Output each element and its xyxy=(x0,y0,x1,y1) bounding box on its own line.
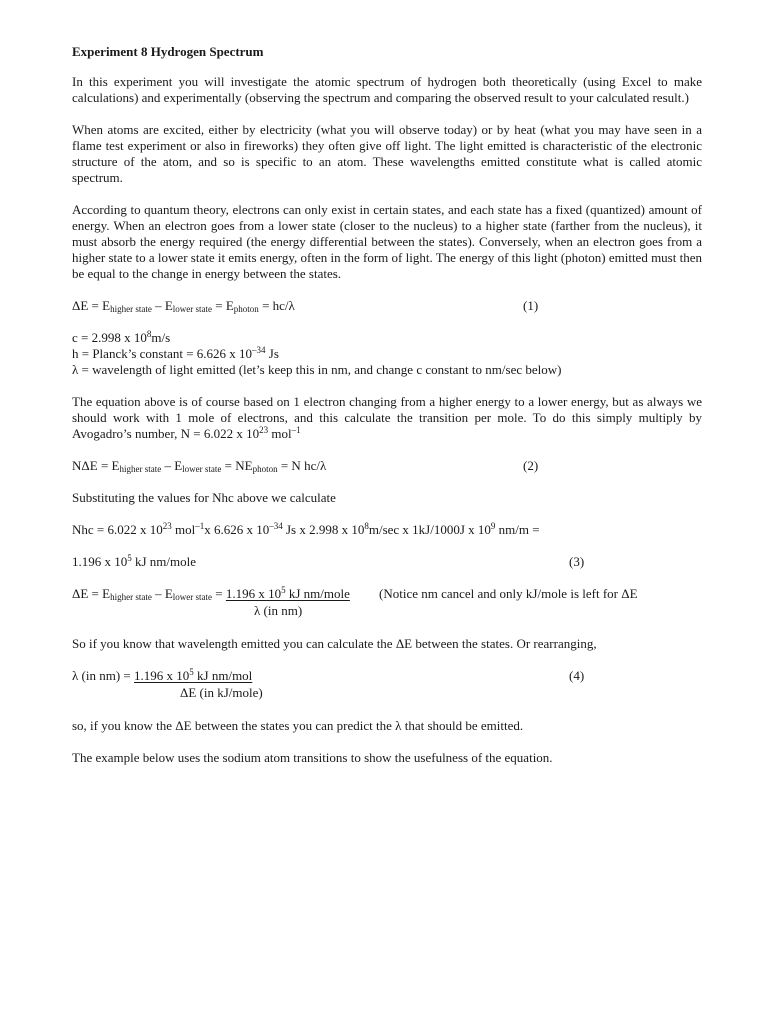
prediction-paragraph: so, if you know the ΔE between the states you can predict the λ that should be emitted. xyxy=(72,718,524,733)
constants-list xyxy=(72,330,702,378)
nhc-calculation: Nhc = 6.022 x $10^{23}$ mol$^{-1}$x 6.626 x $10^{-34}$ Js x 2.998 x $10^8m/\sec$ x 1kJ/1000J x $10^9$ nm/m = xyxy=(72,521,540,537)
equation-3: 1.196 x $10^5$ kJ nm/mole (3) xyxy=(72,553,585,569)
equation-2: $N\Delta E = E_{higher state} - E_{lower state} = NE_{photon} = N$ hc/λ (2) xyxy=(72,458,539,474)
fraction-denominator: ΔE (in kJ/mole) xyxy=(180,685,263,700)
fraction-denominator: λ (in nm) xyxy=(254,603,303,618)
intro-paragraph: In this experiment you will investigate the atomic spectrum of hydrogen both theoretically (using Excel to make calculations) and experimentally (observing the spectrum and comparing the observed result to your calculated result.) xyxy=(72,74,702,105)
quantum-theory-paragraph: According to quantum theory, electrons can only exist in certain states, and each state has a fixed (quantized) amount of energy. When an electron goes from a lower state (closer to the nucleus) to a higher state (farther from the nucleus), it must absorb the energy required (the energy differential between the states). Conversely, when an electron goes from a higher state to a lower state it emits energy, often in the form of light. The energy of this light (photon) emitted must then be equal to the change in energy between the states. xyxy=(72,202,702,281)
rearranging-paragraph: So if you know that wavelength emitted you can calculate the ΔE between the states. Or rearranging, xyxy=(72,636,597,651)
sodium-example-paragraph: The example below uses the sodium atom transitions to show the usefulness of the equation. xyxy=(72,750,553,765)
equation-number: (4) xyxy=(569,668,585,683)
page-title: Experiment 8 Hydrogen Spectrum xyxy=(72,44,264,59)
avogadro-paragraph: The equation above is of course based on 1 electron changing from a higher energy to a lower energy, but as always we should work with 1 mole of electrons, and this calculate the transition per mole. To do this simply multiply by Avogadro’s number, N = 6.022 x $10^{23}$ mol$^{-1}$ xyxy=(72,394,702,441)
delta-e-equation: $\Delta E = E_{higher state} - E_{lower state} = 1.196$ x $10^5$ kJ nm/mole λ (in nm) (Notice nm cancel and only kJ/mole is left for ΔE xyxy=(72,585,638,618)
equation-note: (Notice nm cancel and only kJ/mole is left for ΔE xyxy=(379,586,638,601)
planck-constant-line: h = Planck’s constant = 6.626 x $10^{-34}$ Js xyxy=(72,345,279,361)
wavelength-line: λ = wavelength of light emitted (let’s keep this in nm, and change c constant to nm/sec below) xyxy=(72,362,562,377)
substitution-paragraph: Substituting the values for Nhc above we calculate xyxy=(72,490,336,505)
fraction-numerator: 1.196 x $10^5$ kJ nm/mol xyxy=(134,667,253,683)
speed-of-light-line: c = 2.998 x $10^8m/s$ xyxy=(72,329,171,345)
equation-number: (2) xyxy=(523,458,539,473)
equation-4: λ (in nm) = 1.196 x $10^5$ kJ nm/mol ΔE (in kJ/mole) (4) xyxy=(72,667,585,700)
excitation-paragraph: When atoms are excited, either by electricity (what you will observe today) or by heat (what you may have seen in a flame test experiment or also in fireworks) they often give off light. The light emitted is characteristic of the electronic structure of the atom, and so is specific to an atom. These wavelengths emitted constitute what is called atomic spectrum. xyxy=(72,122,702,185)
document-page xyxy=(72,44,702,782)
equation-number: (3) xyxy=(569,554,585,569)
equation-number: (1) xyxy=(523,298,539,313)
fraction-numerator: 1.196 x $10^5$ kJ nm/mole xyxy=(225,585,350,601)
equation-1: $\Delta E = E_{higher state} - E_{lower state} = E_{photon} = hc/\lambda$ (1) xyxy=(72,298,539,314)
